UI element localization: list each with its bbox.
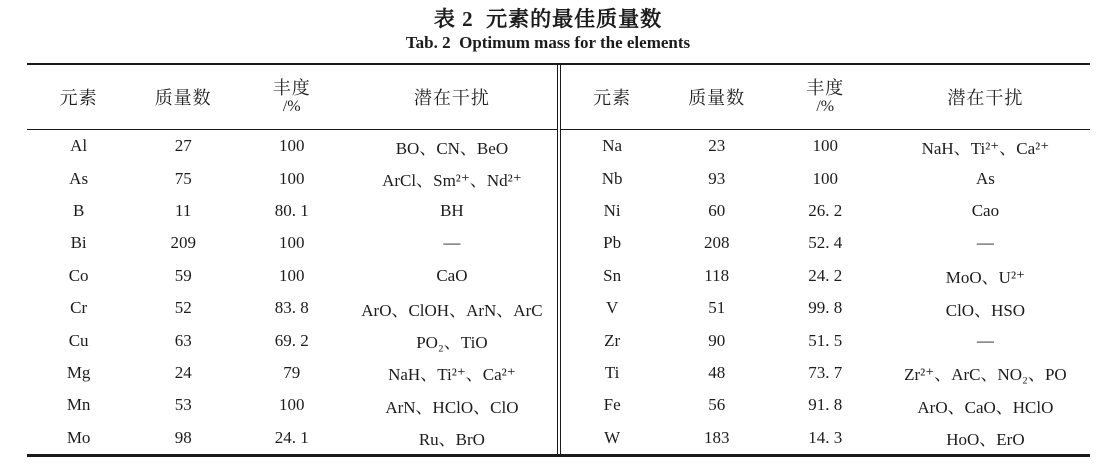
col-header-abundance-unit: /%: [816, 97, 835, 115]
cell-mass: 48: [708, 362, 726, 382]
cell-element: Mg: [66, 362, 91, 382]
cell-mass: 53: [174, 395, 192, 415]
table-row: [561, 260, 1091, 292]
cell-abundance: 24. 2: [808, 265, 843, 285]
col-header-abundance: [770, 65, 881, 130]
table-row: [561, 195, 1091, 227]
cell-mass: 52: [174, 298, 192, 318]
cell-interference: MoO、U²⁺: [945, 268, 1026, 288]
cell-element: B: [72, 200, 85, 220]
cell-element: Pb: [603, 233, 622, 253]
cell-interference: —: [976, 233, 994, 253]
cell-element: Na: [602, 136, 623, 156]
cell-abundance: 79: [283, 362, 301, 382]
table-row: [27, 227, 557, 259]
table-row: [561, 422, 1091, 454]
cell-element: Ti: [604, 362, 620, 382]
cell-mass: 11: [175, 200, 192, 220]
cell-mass: 183: [703, 427, 730, 447]
table-row: [561, 292, 1091, 324]
table-row: [27, 422, 557, 454]
cell-interference: As: [975, 168, 995, 188]
cell-interference: HoO、ErO: [946, 430, 1025, 450]
cell-abundance: 52. 4: [808, 233, 843, 253]
cell-element: Ni: [603, 200, 621, 220]
col-header-interference: 潜在干扰: [881, 65, 1090, 130]
col-header-interference: 潜在干扰: [347, 65, 556, 130]
table-row: [561, 389, 1091, 421]
table-row: [561, 162, 1091, 194]
col-header-mass: 质量数: [664, 65, 770, 130]
header-row: [561, 65, 1091, 130]
cell-interference: ArO、CaO、HClO: [917, 397, 1054, 417]
col-header-element: 元素: [27, 65, 130, 130]
table-row: [27, 195, 557, 227]
cell-element: W: [604, 427, 621, 447]
col-header-abundance-label: 丰度: [806, 78, 845, 99]
cell-element: Fe: [603, 395, 621, 415]
cell-interference: ArO、ClOH、ArN、ArC: [361, 300, 543, 320]
cell-element: Cr: [70, 298, 88, 318]
cell-abundance: 100: [812, 168, 838, 188]
table-row: [27, 357, 557, 389]
cell-interference: CaO: [436, 265, 468, 285]
cell-element: Mn: [66, 395, 91, 415]
col-header-mass: 质量数: [130, 65, 236, 130]
cell-abundance: 100: [278, 136, 305, 156]
elements-table-left: [27, 65, 557, 454]
table-caption-en: Tab. 2 Optimum mass for the elements: [405, 33, 691, 52]
cell-abundance: 100: [278, 168, 305, 188]
cell-interference: Ru、BrO: [418, 430, 485, 450]
cell-abundance: 100: [278, 265, 305, 285]
cell-abundance: 100: [812, 136, 838, 156]
table-row: [27, 324, 557, 356]
cell-mass: 209: [170, 233, 196, 253]
cell-abundance: 83. 8: [274, 298, 309, 318]
col-header-element: 元素: [561, 65, 664, 130]
cell-interference: —: [976, 330, 994, 350]
cell-mass: 56: [708, 395, 726, 415]
cell-abundance: 14. 3: [808, 427, 843, 447]
cell-interference: —: [443, 233, 461, 253]
cell-element: Mo: [66, 427, 91, 447]
cell-interference: ArN、HClO、ClO: [385, 397, 519, 417]
header-row: [27, 65, 557, 130]
table-row: [561, 130, 1091, 163]
cell-interference: PO₂、TiO: [416, 333, 488, 353]
cell-mass: 27: [174, 136, 192, 156]
cell-abundance: 80. 1: [274, 200, 309, 220]
cell-abundance: 100: [278, 395, 305, 415]
cell-element: As: [69, 168, 89, 188]
cell-interference: Cao: [971, 200, 1000, 220]
cell-abundance: 100: [278, 233, 305, 253]
cell-interference: NaH、Ti²⁺、Ca²⁺: [921, 138, 1050, 158]
cell-abundance: 26. 2: [808, 200, 843, 220]
col-header-abundance-unit: /%: [282, 97, 301, 115]
cell-abundance: 99. 8: [808, 298, 843, 318]
cell-mass: 23: [708, 136, 726, 156]
cell-abundance: 24. 1: [274, 427, 309, 447]
table-row: [27, 130, 557, 163]
cell-mass: 60: [708, 200, 726, 220]
cell-element: V: [605, 298, 619, 318]
col-header-abundance: [236, 65, 347, 130]
cell-abundance: 51. 5: [808, 330, 843, 350]
table-row: [561, 357, 1091, 389]
table-row: [561, 324, 1091, 356]
cell-interference: ClO、HSO: [945, 300, 1026, 320]
table-row: [27, 162, 557, 194]
cell-mass: 208: [703, 233, 730, 253]
table-row: [561, 227, 1091, 259]
cell-element: Nb: [601, 168, 623, 188]
cell-element: Al: [70, 136, 88, 156]
cell-abundance: 91. 8: [808, 395, 843, 415]
cell-mass: 90: [708, 330, 726, 350]
cell-interference: NaH、Ti²⁺、Ca²⁺: [388, 365, 516, 385]
cell-mass: 118: [704, 265, 730, 285]
cell-mass: 93: [708, 168, 726, 188]
col-header-abundance-label: 丰度: [272, 78, 311, 99]
table-caption-zh: 表 2 元素的最佳质量数: [433, 7, 663, 31]
cell-mass: 63: [174, 330, 192, 350]
cell-element: Co: [68, 265, 89, 285]
cell-mass: 75: [174, 168, 192, 188]
cell-element: Bi: [70, 233, 87, 253]
cell-element: Zr: [604, 330, 621, 350]
cell-interference: ArCl、Sm²⁺、Nd²⁺: [382, 171, 522, 191]
cell-mass: 51: [708, 298, 726, 318]
elements-table: [27, 63, 1090, 457]
cell-element: Sn: [603, 265, 622, 285]
cell-mass: 59: [174, 265, 192, 285]
cell-interference: BH: [440, 200, 464, 220]
table-row: [27, 389, 557, 421]
cell-abundance: 69. 2: [274, 330, 309, 350]
cell-element: Cu: [68, 330, 89, 350]
table-row: [27, 292, 557, 324]
elements-table-right: [561, 65, 1091, 454]
cell-interference: Zr²⁺、ArC、NO₂、PO: [904, 365, 1067, 385]
cell-mass: 98: [174, 427, 192, 447]
cell-interference: BO、CN、BeO: [395, 138, 509, 158]
table-row: [27, 260, 557, 292]
cell-mass: 24: [174, 362, 192, 382]
cell-abundance: 73. 7: [808, 362, 843, 382]
